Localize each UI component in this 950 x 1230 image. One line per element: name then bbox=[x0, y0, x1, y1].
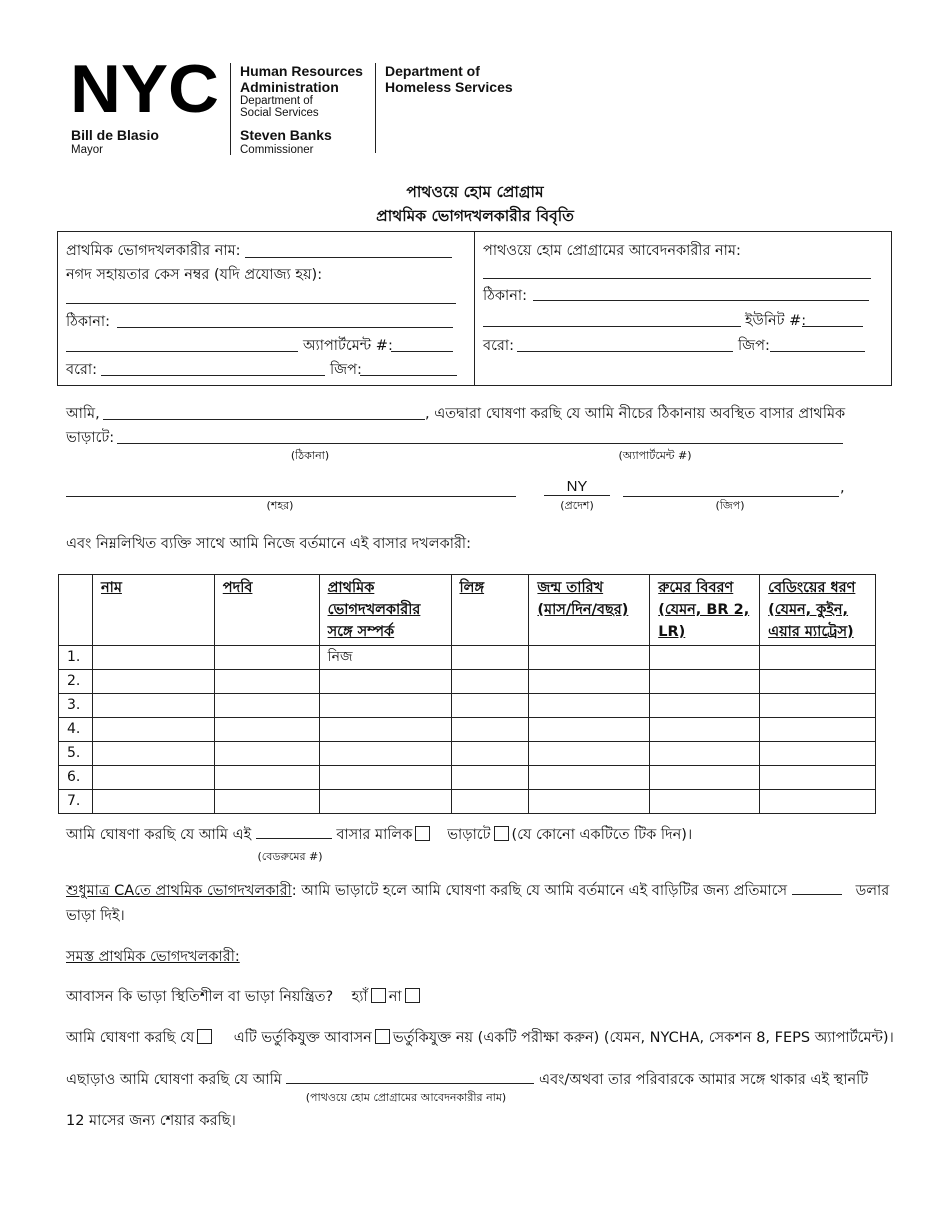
header-bedding: বেডিংয়ের ধরণ (যেমন, কুইন, এয়ার ম্যাট্রেস) bbox=[760, 575, 876, 646]
cell-relationship[interactable]: নিজ bbox=[319, 646, 451, 670]
row-number: 4. bbox=[59, 718, 93, 742]
comma: , bbox=[840, 480, 845, 496]
table-row bbox=[59, 718, 876, 742]
bedroom-caption: (বেডরুমের #) bbox=[257, 850, 323, 863]
hra-line1: Human Resources bbox=[240, 63, 363, 79]
left-address-label: ঠিকানা: bbox=[66, 314, 110, 330]
rent-stabilized-line bbox=[66, 986, 423, 1010]
svg-text:NYC: NYC bbox=[72, 62, 217, 117]
share-text2: এবং/অথবা তার পরিবারকে আমার সঙ্গে থাকার এই স্থানটি bbox=[539, 1072, 869, 1088]
rent-line bbox=[66, 880, 889, 904]
cell-relationship[interactable] bbox=[319, 790, 451, 814]
dhs-line1: Department of bbox=[385, 63, 480, 79]
household-table bbox=[58, 574, 876, 814]
cell-room[interactable] bbox=[650, 694, 760, 718]
state-field[interactable]: NY bbox=[544, 478, 610, 496]
cell-relationship[interactable] bbox=[319, 718, 451, 742]
row-number: 2. bbox=[59, 670, 93, 694]
tenant-label: ভাড়াটে: bbox=[66, 430, 115, 446]
commissioner-name: Steven Banks bbox=[240, 127, 332, 143]
no-label: না bbox=[388, 989, 402, 1005]
header-dob: জন্ম তারিখ (মাস/দিন/বছর) bbox=[529, 575, 650, 646]
row-number: 3. bbox=[59, 694, 93, 718]
dss-line2: Social Services bbox=[240, 107, 319, 119]
cell-name[interactable] bbox=[92, 718, 214, 742]
applicant-name-field[interactable] bbox=[483, 278, 871, 279]
cell-gender[interactable] bbox=[451, 766, 529, 790]
cell-bedding[interactable] bbox=[760, 742, 876, 766]
table-row bbox=[59, 742, 876, 766]
mayor-name: Bill de Blasio bbox=[71, 127, 159, 143]
cell-dob[interactable] bbox=[529, 790, 650, 814]
subsidized-text1: আমি ঘোষণা করছি যে bbox=[66, 1030, 195, 1046]
row-number: 6. bbox=[59, 766, 93, 790]
cell-name[interactable] bbox=[92, 766, 214, 790]
table-row bbox=[59, 646, 876, 670]
right-zip-label: জিপ: bbox=[738, 338, 770, 354]
ownership-text1: আমি ঘোষণা করছি যে আমি এই bbox=[66, 827, 252, 843]
cell-relationship[interactable] bbox=[319, 766, 451, 790]
subsidized-text2: এটি ভর্তুকিযুক্ত আবাসন bbox=[233, 1030, 372, 1046]
cell-dob[interactable] bbox=[529, 766, 650, 790]
left-address-field-2[interactable] bbox=[66, 351, 298, 352]
table-row bbox=[59, 694, 876, 718]
declaration-i-label: আমি, bbox=[66, 406, 100, 422]
cell-surname[interactable] bbox=[214, 718, 319, 742]
table-row bbox=[59, 670, 876, 694]
primary-name-label: প্রাথমিক ভোগদখলকারীর নাম: bbox=[66, 243, 241, 259]
city-caption: (শহর) bbox=[266, 499, 294, 512]
cell-bedding[interactable] bbox=[760, 694, 876, 718]
cell-room[interactable] bbox=[650, 790, 760, 814]
header-surname: পদবি bbox=[214, 575, 319, 646]
case-number-field[interactable] bbox=[66, 303, 456, 304]
apt-label: অ্যাপার্টমেন্ট #: bbox=[303, 338, 393, 354]
header-relationship: প্রাথমিক ভোগদখলকারীর সঙ্গে সম্পর্ক bbox=[319, 575, 451, 646]
share-text1: এছাড়াও আমি ঘোষণা করছি যে আমি bbox=[66, 1072, 282, 1088]
cell-name[interactable] bbox=[92, 670, 214, 694]
cell-gender[interactable] bbox=[451, 718, 529, 742]
subsidized-line bbox=[66, 1027, 894, 1051]
subsidized-text3: ভর্তুকিযুক্ত নয় (একটি পরীক্ষা করুন) (যেমন, NYCHA, সেকশন 8, FEPS অ্যাপার্টমেন্ট)। bbox=[392, 1030, 894, 1046]
cell-name[interactable] bbox=[92, 694, 214, 718]
left-zip-label: জিপ: bbox=[330, 362, 362, 378]
not-subsidized-checkbox[interactable] bbox=[375, 1029, 390, 1044]
hra-line2: Administration bbox=[240, 79, 339, 95]
right-address-field-2[interactable] bbox=[483, 326, 741, 327]
rent-text-2: ভাড়া দিই। bbox=[66, 908, 125, 924]
cell-name[interactable] bbox=[92, 742, 214, 766]
mayor-title: Mayor bbox=[71, 144, 103, 156]
cell-bedding[interactable] bbox=[760, 670, 876, 694]
cell-surname[interactable] bbox=[214, 694, 319, 718]
header-divider bbox=[230, 63, 231, 155]
tenant-address-field[interactable] bbox=[117, 443, 843, 444]
primary-name-field[interactable] bbox=[245, 257, 452, 258]
ownership-tenant-label: ভাড়াটে bbox=[447, 827, 491, 843]
share-text3: 12 মাসের জন্য শেয়ার করছি। bbox=[66, 1113, 236, 1129]
cell-gender[interactable] bbox=[451, 670, 529, 694]
cell-relationship[interactable] bbox=[319, 694, 451, 718]
cell-surname[interactable] bbox=[214, 646, 319, 670]
cell-dob[interactable] bbox=[529, 670, 650, 694]
row-number: 1. bbox=[59, 646, 93, 670]
header-room: রুমের বিবরণ (যেমন, BR 2, LR) bbox=[650, 575, 760, 646]
ownership-instructions: (যে কোনো একটিতে টিক দিন)। bbox=[511, 827, 693, 843]
left-boro-field[interactable] bbox=[101, 375, 325, 376]
row-number: 7. bbox=[59, 790, 93, 814]
table-header-row bbox=[59, 575, 876, 646]
address-caption: (ঠিকানা) bbox=[290, 449, 330, 462]
cell-gender[interactable] bbox=[451, 694, 529, 718]
right-address-label: ঠিকানা: bbox=[483, 288, 527, 304]
share-caption: (পাথওয়ে হোম প্রোগ্রামের আবেদনকারীর নাম) bbox=[305, 1091, 507, 1104]
right-zip-field[interactable] bbox=[770, 351, 865, 352]
row-number: 5. bbox=[59, 742, 93, 766]
page-subtitle: প্রাথমিক ভোগদখলকারীর বিবৃতি bbox=[376, 207, 574, 225]
left-boro-label: বরো: bbox=[66, 362, 97, 378]
cell-gender[interactable] bbox=[451, 742, 529, 766]
dss-line1: Department of bbox=[240, 95, 313, 107]
page-title: পাথওয়ে হোম প্রোগ্রাম bbox=[406, 183, 544, 201]
cell-dob[interactable] bbox=[529, 742, 650, 766]
cell-gender[interactable] bbox=[451, 790, 529, 814]
subsidized-checkbox[interactable] bbox=[197, 1029, 212, 1044]
rent-stabilized-question: আবাসন কি ভাড়া স্থিতিশীল বা ভাড়া নিয়ন্ত্রিত? bbox=[66, 989, 334, 1005]
cell-room[interactable] bbox=[650, 766, 760, 790]
declarant-name-field[interactable] bbox=[103, 419, 425, 420]
owner-checkbox[interactable] bbox=[415, 826, 430, 841]
cell-dob[interactable] bbox=[529, 718, 650, 742]
apt-caption: (অ্যাপার্টমেন্ট #) bbox=[618, 449, 692, 462]
header-name: নাম bbox=[92, 575, 214, 646]
right-boro-label: বরো: bbox=[483, 338, 514, 354]
cell-gender[interactable] bbox=[451, 646, 529, 670]
cell-surname[interactable] bbox=[214, 742, 319, 766]
cell-surname[interactable] bbox=[214, 790, 319, 814]
no-checkbox[interactable] bbox=[405, 988, 420, 1003]
rent-text: : আমি ভাড়াটে হলে আমি ঘোষণা করছি যে আমি বর্তমানে এই বাড়িটির জন্য প্রতিমাসে bbox=[291, 883, 788, 899]
cell-surname[interactable] bbox=[214, 670, 319, 694]
yes-checkbox[interactable] bbox=[371, 988, 386, 1003]
cell-surname[interactable] bbox=[214, 766, 319, 790]
cell-room[interactable] bbox=[650, 718, 760, 742]
rent-text-end: ডলার bbox=[855, 883, 890, 899]
zip-caption: (জিপ) bbox=[715, 499, 745, 512]
nyc-logo bbox=[72, 62, 217, 117]
header-gender: লিঙ্গ bbox=[451, 575, 529, 646]
rent-amount-field[interactable] bbox=[792, 880, 842, 895]
unit-field[interactable] bbox=[802, 326, 863, 327]
tenant-checkbox[interactable] bbox=[494, 826, 509, 841]
household-intro: এবং নিম্নলিখিত ব্যক্তি সাথে আমি নিজে বর্তমানে এই বাসার দখলকারী: bbox=[66, 536, 471, 552]
header-num bbox=[59, 575, 93, 646]
cell-bedding[interactable] bbox=[760, 790, 876, 814]
right-address-field[interactable] bbox=[533, 300, 869, 301]
cell-bedding[interactable] bbox=[760, 718, 876, 742]
left-zip-field[interactable] bbox=[360, 375, 457, 376]
cell-relationship[interactable] bbox=[319, 670, 451, 694]
declaration-text: , এতদ্বারা ঘোষণা করছি যে আমি নীচের ঠিকানায় অবস্থিত বাসার প্রাথমিক bbox=[425, 406, 846, 422]
cell-dob[interactable] bbox=[529, 646, 650, 670]
table-row bbox=[59, 766, 876, 790]
state-caption: (প্রদেশ) bbox=[560, 499, 594, 512]
dhs-line2: Homeless Services bbox=[385, 79, 513, 95]
left-address-field[interactable] bbox=[117, 327, 453, 328]
cell-bedding[interactable] bbox=[760, 646, 876, 670]
header-divider-2 bbox=[375, 63, 376, 153]
right-boro-field[interactable] bbox=[517, 351, 733, 352]
applicant-share-field[interactable] bbox=[286, 1069, 534, 1084]
case-number-label: নগদ সহায়তার কেস নম্বর (যদি প্রযোজ্য হয়): bbox=[66, 267, 323, 283]
cell-name[interactable] bbox=[92, 646, 214, 670]
cell-relationship[interactable] bbox=[319, 742, 451, 766]
unit-label: ইউনিট #: bbox=[745, 313, 807, 329]
cell-name[interactable] bbox=[92, 790, 214, 814]
cell-dob[interactable] bbox=[529, 694, 650, 718]
table-row bbox=[59, 790, 876, 814]
commissioner-title: Commissioner bbox=[240, 144, 314, 156]
ownership-owner-label: বাসার মালিক bbox=[336, 827, 413, 843]
apt-field[interactable] bbox=[391, 351, 453, 352]
bedroom-number-field[interactable] bbox=[256, 824, 332, 839]
cell-room[interactable] bbox=[650, 670, 760, 694]
cell-room[interactable] bbox=[650, 646, 760, 670]
cell-room[interactable] bbox=[650, 742, 760, 766]
all-primary-heading: সমস্ত প্রাথমিক ভোগদখলকারী: bbox=[66, 949, 240, 965]
ownership-line bbox=[66, 824, 692, 848]
yes-label: হ্যাঁ bbox=[351, 989, 368, 1005]
cell-bedding[interactable] bbox=[760, 766, 876, 790]
rent-label: শুধুমাত্র CAতে প্রাথমিক ভোগদখলকারী bbox=[66, 883, 292, 899]
applicant-name-label: পাথওয়ে হোম প্রোগ্রামের আবেদনকারীর নাম: bbox=[483, 243, 741, 259]
